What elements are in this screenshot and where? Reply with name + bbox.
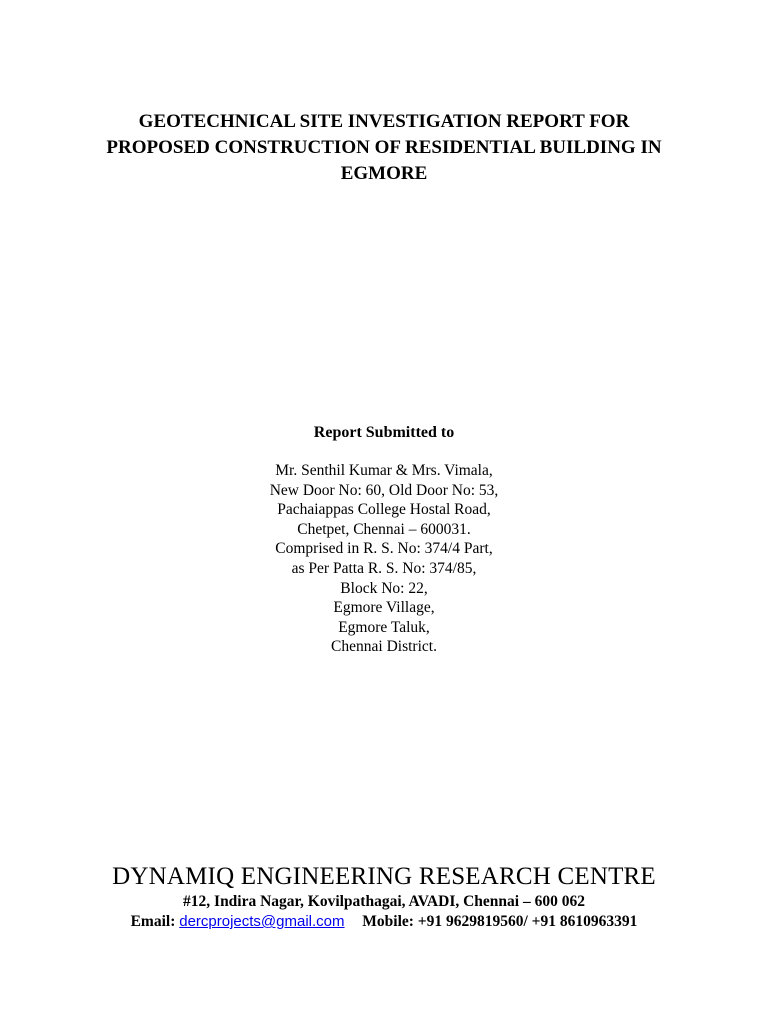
- title-line-1: GEOTECHNICAL SITE INVESTIGATION REPORT FOR: [138, 111, 630, 132]
- client-address-line: Pachaiappas College Hostal Road,: [277, 501, 491, 519]
- email-label: Email:: [130, 913, 176, 930]
- client-address-line: Chennai District.: [331, 638, 437, 656]
- report-title: [0, 109, 768, 187]
- client-address-line: Mr. Senthil Kumar & Mrs. Vimala,: [275, 462, 493, 479]
- client-address-line: Egmore Taluk,: [338, 618, 430, 636]
- client-address-line: as Per Patta R. S. No: 374/85,: [291, 559, 477, 577]
- client-address-block: [0, 461, 768, 657]
- title-line-2: PROPOSED CONSTRUCTION OF RESIDENTIAL BUILDING IN: [106, 137, 662, 158]
- email-link[interactable]: dercprojects@gmail.com: [179, 913, 345, 930]
- client-address-line: Comprised in R. S. No: 374/4 Part,: [275, 540, 493, 558]
- client-address-line: Block No: 22,: [340, 579, 428, 597]
- client-address-line: Chetpet, Chennai – 600031.: [297, 520, 471, 538]
- client-address-line: New Door No: 60, Old Door No: 53,: [269, 481, 499, 499]
- mobile-numbers: +91 9629819560/ +91 8610963391: [417, 913, 638, 930]
- title-line-3: EGMORE: [340, 163, 428, 184]
- mobile-label: Mobile:: [362, 913, 414, 930]
- organization-contact: [0, 912, 768, 932]
- submitted-to-heading: Report Submitted to: [313, 424, 455, 441]
- organization-name: DYNAMIQ ENGINEERING RESEARCH CENTRE: [112, 863, 656, 890]
- organization-block: [0, 862, 768, 932]
- client-address-line: Egmore Village,: [333, 599, 435, 617]
- organization-address: #12, Indira Nagar, Kovilpathagai, AVADI, Chennai – 600 062: [183, 893, 585, 910]
